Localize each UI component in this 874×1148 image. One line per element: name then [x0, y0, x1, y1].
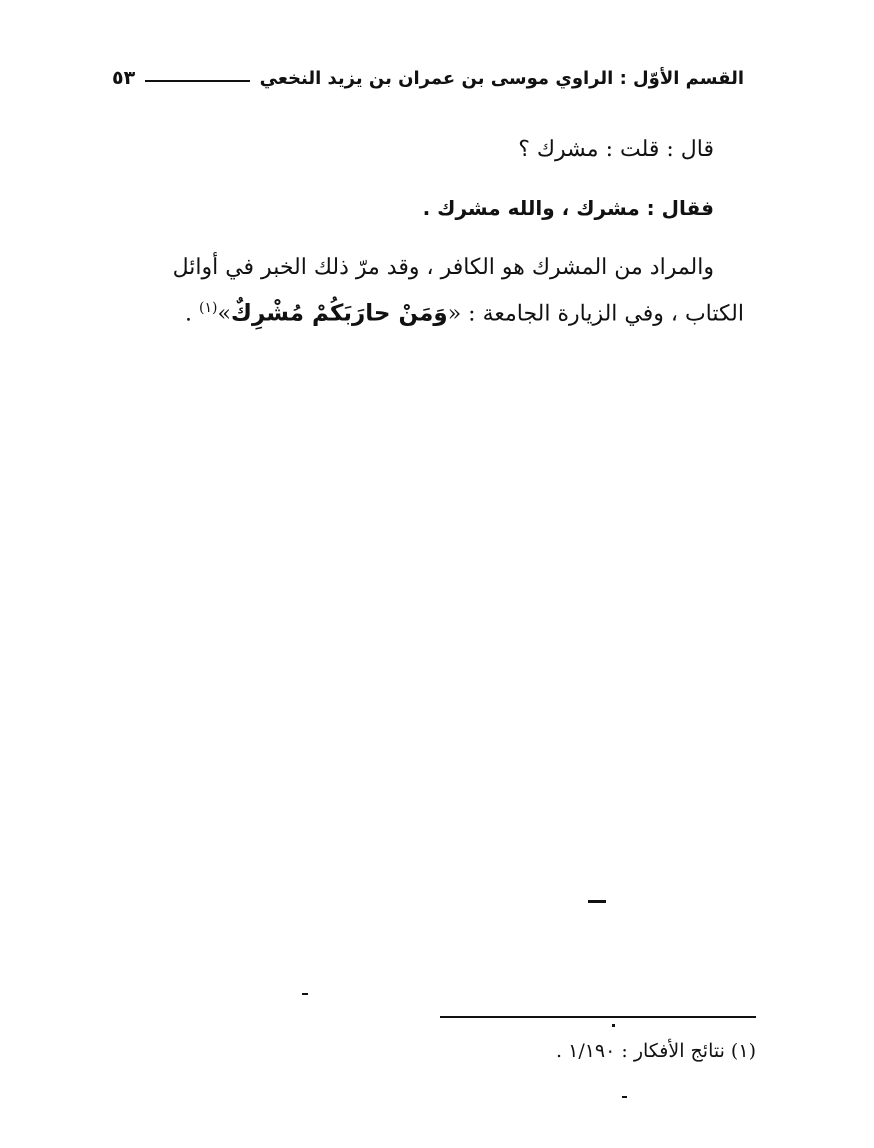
header-rule — [145, 80, 249, 82]
text-line-answer: فقال : مشرك ، والله مشرك . — [422, 196, 714, 220]
text-line-question: قال : قلت : مشرك ؟ — [518, 137, 714, 162]
main-text — [110, 130, 744, 356]
print-speck — [622, 1096, 627, 1098]
paragraph-end: . — [184, 301, 199, 327]
quote-close: » — [217, 301, 231, 327]
footnote-separator — [440, 1016, 756, 1018]
print-speck — [612, 1024, 615, 1027]
paragraph — [110, 248, 744, 334]
page-number: ٥٣ — [112, 67, 136, 89]
footnote-reference: (١) — [198, 300, 218, 316]
running-header — [112, 60, 744, 96]
header-title: القسم الأوّل : الراوي موسى بن عمران بن يزيد النخعي — [259, 67, 744, 89]
paragraph-line-1: والمراد من المشرك هو الكافر ، وقد مرّ ذلك الخبر في أوائل — [172, 255, 714, 280]
paragraph-line-2-start: الكتاب ، وفي الزيارة الجامعة : « — [447, 301, 744, 327]
quoted-phrase: وَمَنْ حارَبَكُمْ مُشْرِكٌ — [230, 300, 448, 327]
print-speck — [588, 900, 606, 903]
footnote: (١) نتائج الأفكار : ١/١٩٠ . — [556, 1040, 756, 1062]
print-speck — [302, 993, 308, 995]
